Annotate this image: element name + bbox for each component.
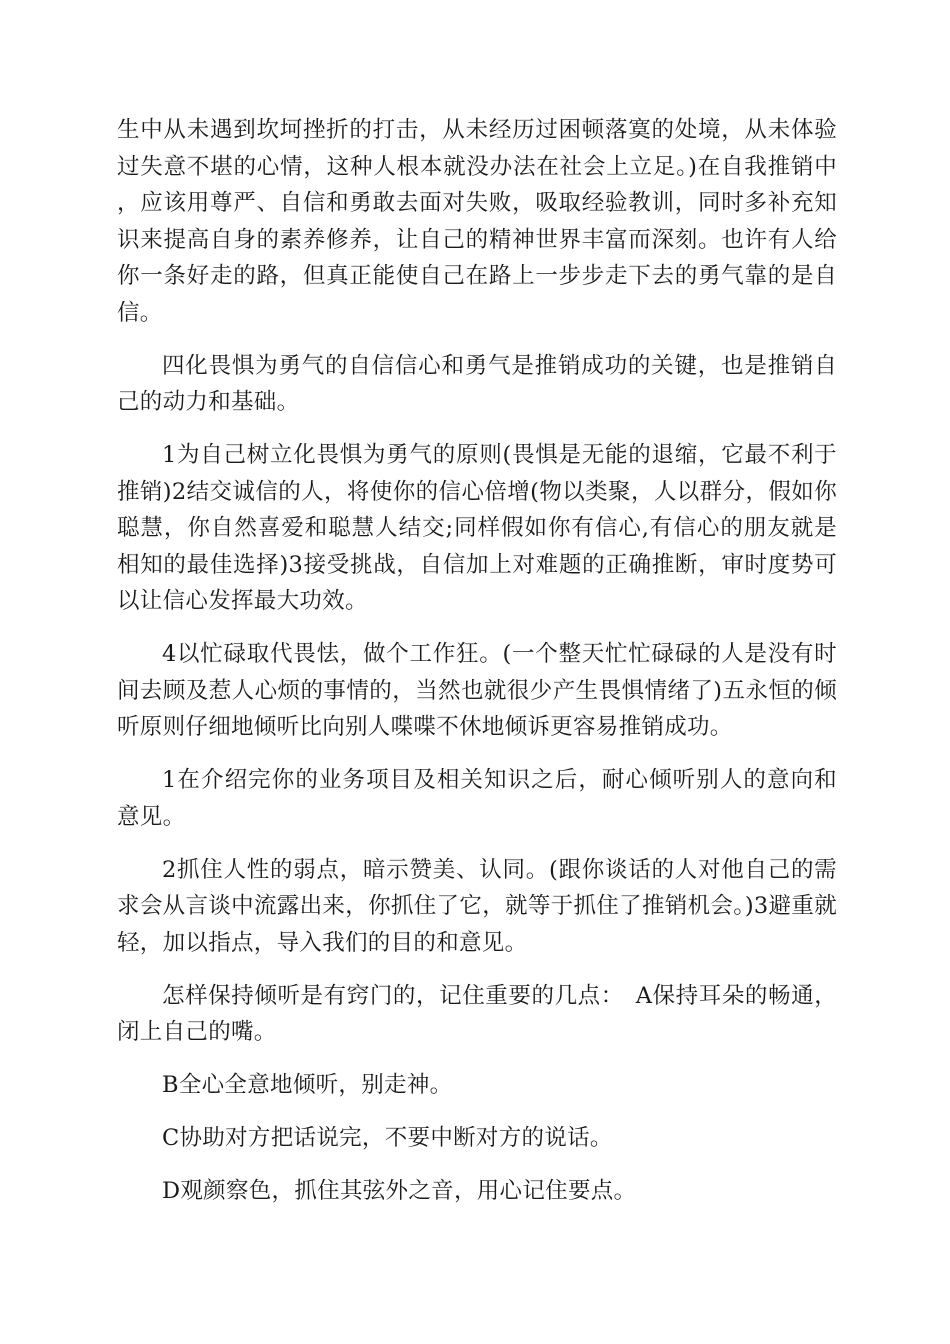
paragraph-9: C协助对方把话说完，不要中断对方的说话。 bbox=[162, 1125, 613, 1151]
paragraph-8: B全心全意地倾听，别走神。 bbox=[162, 1072, 453, 1098]
paragraph-3: 1为自己树立化畏惧为勇气的原则(畏惧是无能的退缩，它最不利于推销)2结交诚信的人，将使你的信心倍增(物以类聚，人以群分，假如你聪慧，你自然喜爱和聪慧人结交;同样假如你有信心,有信心的朋友就是相知的最佳选择)3接受挑战，自信加上对难题的正确推断，审时度势可以让信心发挥最大功效。 bbox=[117, 442, 837, 614]
document-body bbox=[117, 112, 837, 1226]
paragraph-6: 2抓住人性的弱点，暗示赞美、认同。(跟你谈话的人对他自己的需求会从言谈中流露出来，你抓住了它，就等于抓住了推销机会。)3避重就轻，加以指点，导入我们的目的和意见。 bbox=[117, 856, 837, 956]
paragraph-10: D观颜察色，抓住其弦外之音，用心记住要点。 bbox=[162, 1178, 637, 1204]
paragraph-7: 怎样保持倾听是有窍门的，记住重要的几点： A保持耳朵的畅通，闭上自己的嘴。 bbox=[117, 982, 837, 1045]
paragraph-4: 4以忙碌取代畏怯，做个工作狂。(一个整天忙忙碌碌的人是没有时间去顾及惹人心烦的事情的，当然也就很少产生畏惧情绪了)五永恒的倾听原则仔细地倾听比向别人喋喋不休地倾诉更容易推销成功。 bbox=[117, 641, 837, 740]
paragraph-1: 生中从未遇到坎坷挫折的打击，从未经历过困顿落寞的处境，从未体验过失意不堪的心情，这种人根本就没办法在社会上立足。)在自我推销中，应该用尊严、自信和勇敢去面对失败，吸取经验教训，同时多补充知识来提高自身的素养修养，让自己的精神世界丰富而深刻。也许有人给你一条好走的路，但真正能使自己在路上一步步走下去的勇气靠的是自信。 bbox=[117, 117, 837, 326]
paragraph-2: 四化畏惧为勇气的自信信心和勇气是推销成功的关键，也是推销自己的动力和基础。 bbox=[117, 352, 837, 415]
paragraph-5: 1在介绍完你的业务项目及相关知识之后，耐心倾听别人的意向和意见。 bbox=[117, 767, 837, 830]
